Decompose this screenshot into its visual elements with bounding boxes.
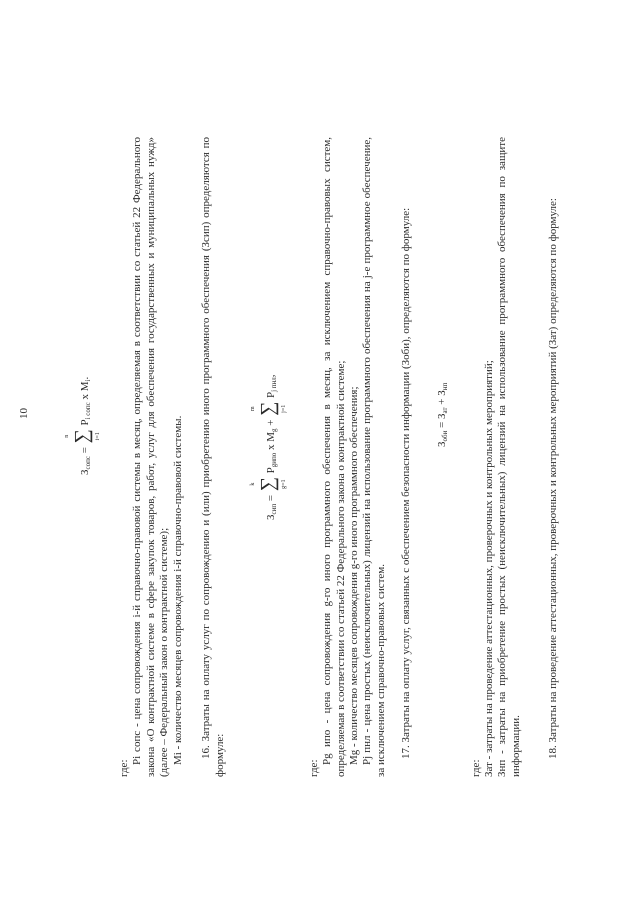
definition-p-sps: Pi сопс - цена сопровождения i-й справочно-правовой системы в месяц, определяемая в соответствии со статьей 22 Федерального закона «О контрактной системе в сфере закупок товаров, работ, услуг для обеспечения государственных и муниципальных нужд» (далее – Федеральный закон о контрактной системе); <box>131 137 170 777</box>
sum-symbol: n ∑ i=1 <box>64 429 101 444</box>
item-18: 18. Затраты на проведение аттестационных, проверочных и контрольных мероприятий (Зат) определяются по формуле: <box>547 198 559 759</box>
where-label-2: где: <box>308 759 320 777</box>
definition-m-sps: Mi - количество месяцев сопровождения i-й справочно-правовой системы. <box>172 415 184 765</box>
page-number: 10 <box>18 408 30 419</box>
formula-sip: $З_{сип}$ = k ∑ g=1 $P_{gипо}$ x $M_g$ + m ∑ j=1 $P_{j пнл}$, <box>250 374 287 520</box>
where-label-3: где: <box>470 759 482 777</box>
definition-pj: Pj пнл - цена простых (неисключительных) лицензий на использование программного обеспечения на j-е программное обеспечение, за исключением справочно-правовых систем. <box>361 137 387 777</box>
definition-zat: Зат - затраты на проведение аттестационных, проверочных и контрольных мероприятий; <box>483 360 495 777</box>
formula-sps: $З_{сопс}$ = n ∑ i=1 $P_{i сопс}$ x $M_i$. <box>64 376 101 475</box>
item-16: 16. Затраты на оплату услуг по сопровождению и (или) приобретению иного программного обеспечения (Зсип) определяются по формуле: <box>200 137 226 777</box>
formula-obi: $З_{оби} = З_{ат} + З_{нп}$ <box>436 382 449 447</box>
definition-pg: Pg ипо - цена сопровождения g-го иного программного обеспечения в месяц, за исключением справочно-правовых систем, определяемая в соответствии со статьей 22 Федерального закона о контрактной системе; <box>321 137 347 777</box>
where-label: где: <box>118 759 130 777</box>
definition-znp: Знп - затраты на приобретение простых (неисключительных) лицензий на использование программного обеспечения по защите информации. <box>496 137 522 777</box>
definition-mg: Mg - количество месяцев сопровождения g-го иного программного обеспечения; <box>348 386 360 765</box>
sum-symbol: m ∑ j=1 <box>250 401 287 416</box>
item-17: 17. Затраты на оплату услуг, связанных с обеспечением безопасности информации (Зоби), определяются по формуле: <box>400 207 412 759</box>
sum-symbol: k ∑ g=1 <box>250 477 287 492</box>
